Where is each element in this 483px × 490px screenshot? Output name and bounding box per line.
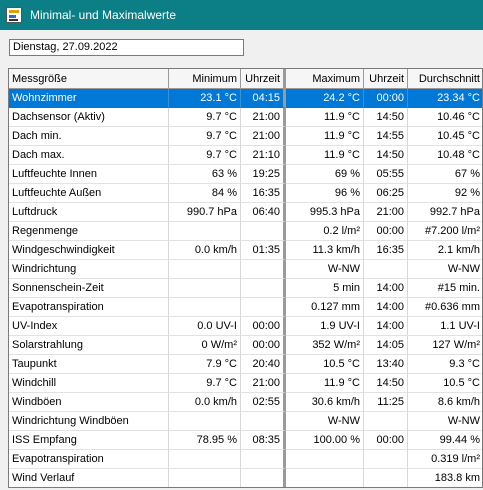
cell-max-time: 13:40 [364, 355, 408, 374]
cell-measure: Dach min. [9, 127, 169, 146]
cell-max-time: 14:00 [364, 279, 408, 298]
table-row[interactable] [9, 260, 483, 279]
table-row[interactable] [9, 374, 483, 393]
cell-maximum: 11.9 °C [286, 108, 364, 127]
cell-min-time: 06:40 [241, 203, 286, 222]
cell-min-time: 04:15 [241, 89, 286, 108]
cell-measure: Windgeschwindigkeit [9, 241, 169, 260]
cell-maximum [286, 469, 364, 488]
cell-measure: Wind Verlauf [9, 469, 169, 488]
cell-measure: Dach max. [9, 146, 169, 165]
cell-average: #7.200 l/m² [408, 222, 483, 241]
table-row[interactable] [9, 355, 483, 374]
cell-measure: Windchill [9, 374, 169, 393]
cell-maximum: 24.2 °C [286, 89, 364, 108]
cell-measure: Luftfeuchte Innen [9, 165, 169, 184]
cell-max-time: 21:00 [364, 203, 408, 222]
cell-average: 8.6 km/h [408, 393, 483, 412]
cell-minimum: 23.1 °C [169, 89, 241, 108]
cell-measure: Windrichtung Windböen [9, 412, 169, 431]
cell-max-time: 11:25 [364, 393, 408, 412]
cell-minimum: 7.9 °C [169, 355, 241, 374]
table-row[interactable] [9, 184, 483, 203]
cell-maximum [286, 450, 364, 469]
cell-minimum: 9.7 °C [169, 108, 241, 127]
cell-minimum: 0.0 km/h [169, 241, 241, 260]
column-header-min-time[interactable]: Uhrzeit [241, 69, 286, 89]
cell-max-time: 06:25 [364, 184, 408, 203]
cell-max-time [364, 469, 408, 488]
cell-average: 183.8 km [408, 469, 483, 488]
cell-min-time: 21:00 [241, 127, 286, 146]
cell-minimum [169, 222, 241, 241]
cell-maximum: 0.2 l/m² [286, 222, 364, 241]
cell-measure: Evapotranspiration [9, 298, 169, 317]
cell-max-time: 14:50 [364, 108, 408, 127]
cell-minimum [169, 450, 241, 469]
cell-maximum: 11.9 °C [286, 374, 364, 393]
cell-average: 67 % [408, 165, 483, 184]
cell-average: 0.319 l/m² [408, 450, 483, 469]
cell-maximum: 5 min [286, 279, 364, 298]
cell-max-time: 14:50 [364, 374, 408, 393]
table-row[interactable] [9, 165, 483, 184]
cell-min-time: 08:35 [241, 431, 286, 450]
cell-min-time [241, 450, 286, 469]
cell-average: 23.34 °C [408, 89, 483, 108]
table-row[interactable] [9, 336, 483, 355]
cell-minimum: 990.7 hPa [169, 203, 241, 222]
cell-measure: ISS Empfang [9, 431, 169, 450]
column-header-max-time[interactable]: Uhrzeit [364, 69, 408, 89]
cell-average: #15 min. [408, 279, 483, 298]
table-row[interactable] [9, 127, 483, 146]
table-row[interactable] [9, 412, 483, 431]
cell-min-time [241, 222, 286, 241]
cell-min-time: 02:55 [241, 393, 286, 412]
column-header-minimum[interactable]: Minimum [169, 69, 241, 89]
cell-max-time: 14:55 [364, 127, 408, 146]
cell-measure: Wohnzimmer [9, 89, 169, 108]
cell-min-time: 00:00 [241, 317, 286, 336]
cell-average: W-NW [408, 260, 483, 279]
cell-average: 10.5 °C [408, 374, 483, 393]
cell-maximum: W-NW [286, 412, 364, 431]
cell-max-time: 05:55 [364, 165, 408, 184]
table-header [9, 69, 483, 88]
cell-maximum: 0.127 mm [286, 298, 364, 317]
cell-min-time: 19:25 [241, 165, 286, 184]
cell-average: 992.7 hPa [408, 203, 483, 222]
cell-max-time: 16:35 [364, 241, 408, 260]
cell-minimum [169, 260, 241, 279]
table-row[interactable] [9, 298, 483, 317]
cell-max-time: 14:00 [364, 298, 408, 317]
cell-measure: Sonnenschein-Zeit [9, 279, 169, 298]
cell-average: 92 % [408, 184, 483, 203]
cell-minimum: 9.7 °C [169, 127, 241, 146]
cell-minimum [169, 279, 241, 298]
cell-minimum: 63 % [169, 165, 241, 184]
cell-average: 1.1 UV-I [408, 317, 483, 336]
cell-minimum [169, 469, 241, 488]
table-row[interactable] [9, 89, 483, 108]
cell-minimum: 0.0 km/h [169, 393, 241, 412]
cell-average: 9.3 °C [408, 355, 483, 374]
cell-min-time: 21:00 [241, 374, 286, 393]
cell-measure: Regenmenge [9, 222, 169, 241]
cell-measure: Dachsensor (Aktiv) [9, 108, 169, 127]
cell-max-time: 14:50 [364, 146, 408, 165]
cell-average: 10.48 °C [408, 146, 483, 165]
cell-min-time [241, 412, 286, 431]
cell-max-time: 14:00 [364, 317, 408, 336]
cell-maximum: W-NW [286, 260, 364, 279]
cell-average: 10.46 °C [408, 108, 483, 127]
cell-min-time: 01:35 [241, 241, 286, 260]
cell-maximum: 96 % [286, 184, 364, 203]
cell-min-time [241, 279, 286, 298]
table-row[interactable] [9, 146, 483, 165]
cell-measure: Luftdruck [9, 203, 169, 222]
date-field[interactable]: Dienstag, 27.09.2022 [9, 39, 244, 56]
cell-max-time: 00:00 [364, 431, 408, 450]
cell-minimum: 78.95 % [169, 431, 241, 450]
cell-min-time: 00:00 [241, 336, 286, 355]
table-row[interactable] [9, 241, 483, 260]
cell-maximum: 11.9 °C [286, 146, 364, 165]
table-row[interactable] [9, 450, 483, 469]
cell-min-time [241, 260, 286, 279]
cell-min-time [241, 298, 286, 317]
cell-maximum: 69 % [286, 165, 364, 184]
table-row[interactable] [9, 279, 483, 298]
cell-average: 127 W/m² [408, 336, 483, 355]
table-row[interactable] [9, 317, 483, 336]
cell-average: W-NW [408, 412, 483, 431]
cell-min-time: 21:00 [241, 108, 286, 127]
cell-maximum: 995.3 hPa [286, 203, 364, 222]
cell-measure: UV-Index [9, 317, 169, 336]
cell-maximum: 1.9 UV-I [286, 317, 364, 336]
cell-maximum: 352 W/m² [286, 336, 364, 355]
cell-measure: Solarstrahlung [9, 336, 169, 355]
cell-maximum: 11.9 °C [286, 127, 364, 146]
column-header-measure[interactable]: Messgröße [9, 69, 169, 89]
cell-measure: Taupunkt [9, 355, 169, 374]
cell-minimum [169, 412, 241, 431]
minmax-table[interactable] [8, 68, 483, 488]
cell-min-time [241, 469, 286, 488]
cell-maximum: 10.5 °C [286, 355, 364, 374]
cell-average: 10.45 °C [408, 127, 483, 146]
cell-minimum: 84 % [169, 184, 241, 203]
cell-maximum: 100.00 % [286, 431, 364, 450]
cell-min-time: 16:35 [241, 184, 286, 203]
column-header-maximum[interactable]: Maximum [286, 69, 364, 89]
cell-min-time: 21:10 [241, 146, 286, 165]
cell-average: 2.1 km/h [408, 241, 483, 260]
table-row[interactable] [9, 222, 483, 241]
cell-measure: Windrichtung [9, 260, 169, 279]
cell-max-time [364, 260, 408, 279]
cell-measure: Windböen [9, 393, 169, 412]
title-bar[interactable] [0, 0, 483, 30]
cell-max-time [364, 450, 408, 469]
weather-station-icon [6, 7, 22, 23]
cell-measure: Luftfeuchte Außen [9, 184, 169, 203]
cell-minimum: 0 W/m² [169, 336, 241, 355]
cell-maximum: 11.3 km/h [286, 241, 364, 260]
table-row[interactable] [9, 203, 483, 222]
cell-average: #0.636 mm [408, 298, 483, 317]
cell-minimum [169, 298, 241, 317]
cell-min-time: 20:40 [241, 355, 286, 374]
column-header-average[interactable]: Durchschnitt [408, 69, 483, 89]
table-row[interactable] [9, 469, 483, 488]
cell-max-time [364, 412, 408, 431]
table-row[interactable] [9, 431, 483, 450]
cell-maximum: 30.6 km/h [286, 393, 364, 412]
cell-minimum: 9.7 °C [169, 374, 241, 393]
cell-minimum: 0.0 UV-I [169, 317, 241, 336]
cell-average: 99.44 % [408, 431, 483, 450]
cell-max-time: 00:00 [364, 222, 408, 241]
table-row[interactable] [9, 393, 483, 412]
cell-max-time: 14:05 [364, 336, 408, 355]
window-title: Minimal- und Maximalwerte [30, 8, 177, 22]
cell-measure: Evapotranspiration [9, 450, 169, 469]
table-row[interactable] [9, 108, 483, 127]
cell-max-time: 00:00 [364, 89, 408, 108]
cell-minimum: 9.7 °C [169, 146, 241, 165]
